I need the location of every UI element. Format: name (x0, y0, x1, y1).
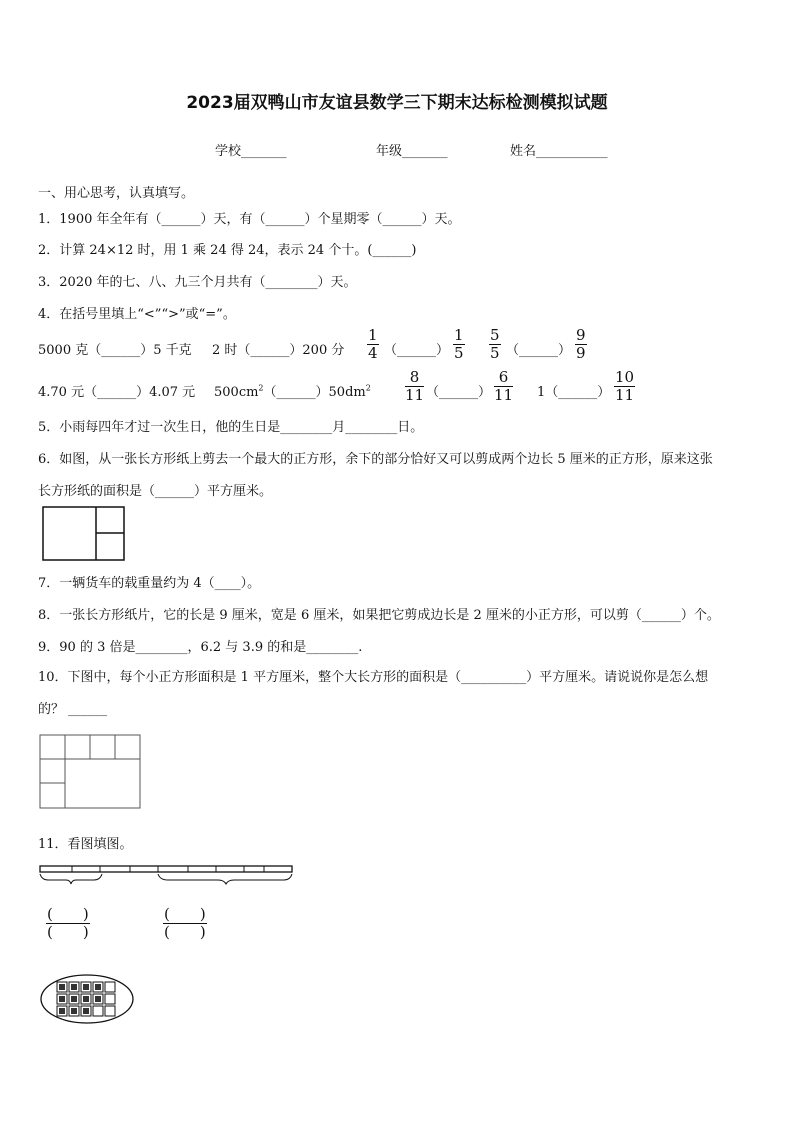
q11-fraction-blank-1[interactable]: ( ) ( ) (47, 905, 89, 941)
fraction-10-11: $\frac{10}{11}$ (615, 368, 635, 404)
compare-one: 1（______） (537, 385, 611, 400)
question-8: 8．一张长方形纸片，它的长是 9 厘米，宽是 6 厘米，如果把它剪成边长是 2 厘米的小正方形，可以剪（______）个。 (38, 608, 720, 623)
question-9: 9．90 的 3 倍是________，6.2 与 3.9 的和是________. (38, 640, 363, 655)
q6-rectangle-figure (42, 506, 126, 562)
q11-segment-bar (38, 862, 296, 888)
blank-3[interactable]: （______） (426, 385, 492, 400)
fraction-5-5: $\frac{5}{5}$ (490, 326, 500, 362)
question-2: 2．计算 24×12 时，用 1 乘 24 得 24，表示 24 个十。(______) (38, 243, 417, 258)
question-1: 1．1900 年全年有（______）天，有（______）个星期零（______）天。 (38, 212, 461, 227)
section-heading: 一、用心思考，认真填写。 (38, 186, 195, 201)
question-11: 11．看图填图。 (38, 837, 133, 852)
fraction-6-11: $\frac{6}{11}$ (494, 368, 514, 404)
question-6-line-2: 长方形纸的面积是（______）平方厘米。 (38, 484, 273, 499)
question-10-line-2: 的？ ______ (38, 702, 108, 717)
fraction-1-5: $\frac{1}{5}$ (454, 326, 464, 362)
q10-grid-figure (39, 734, 143, 810)
compare-mass: 5000 克（______）5 千克 (38, 343, 192, 358)
fraction-8-11: $\frac{8}{11}$ (405, 368, 425, 404)
q11-oval-grid-figure (39, 973, 135, 1025)
fraction-1-4: $\frac{1}{4}$ (368, 326, 378, 362)
q11-fraction-blank-2[interactable]: ( ) ( ) (164, 905, 206, 941)
page-title: 2023届双鸭山市友谊县数学三下期末达标检测模拟试题 (186, 93, 608, 113)
question-5: 5．小雨每四年才过一次生日，他的生日是________月________日。 (38, 420, 424, 435)
blank-2[interactable]: （______） (506, 343, 572, 358)
grade-field[interactable]: 年级_______ (376, 144, 448, 159)
name-field[interactable]: 姓名___________ (510, 144, 608, 159)
compare-time: 2 时（______）200 分 (212, 343, 345, 358)
question-4: 4．在括号里填上“<”“>”或“=”。 (38, 307, 236, 322)
compare-area: $500cm^2(\_\_\_\_\_\_)50dm^2$ (214, 383, 371, 400)
school-field[interactable]: 学校_______ (215, 144, 287, 159)
compare-money: 4.70 元（______）4.07 元 (38, 385, 196, 400)
question-6-line-1: 6．如图，从一张长方形纸上剪去一个最大的正方形，余下的部分恰好又可以剪成两个边长 5 厘米的正方形，原来这张 (38, 452, 713, 467)
fraction-9-9: $\frac{9}{9}$ (576, 326, 586, 362)
question-7: 7．一辆货车的载重量约为 4（____）。 (38, 576, 261, 591)
question-10-line-1: 10．下图中，每个小正方形面积是 1 平方厘米，整个大长方形的面积是（__________）平方厘米。请说说你是怎么想 (38, 670, 709, 685)
blank-1[interactable]: （______） (384, 343, 450, 358)
question-3: 3．2020 年的七、八、九三个月共有（________）天。 (38, 275, 357, 290)
